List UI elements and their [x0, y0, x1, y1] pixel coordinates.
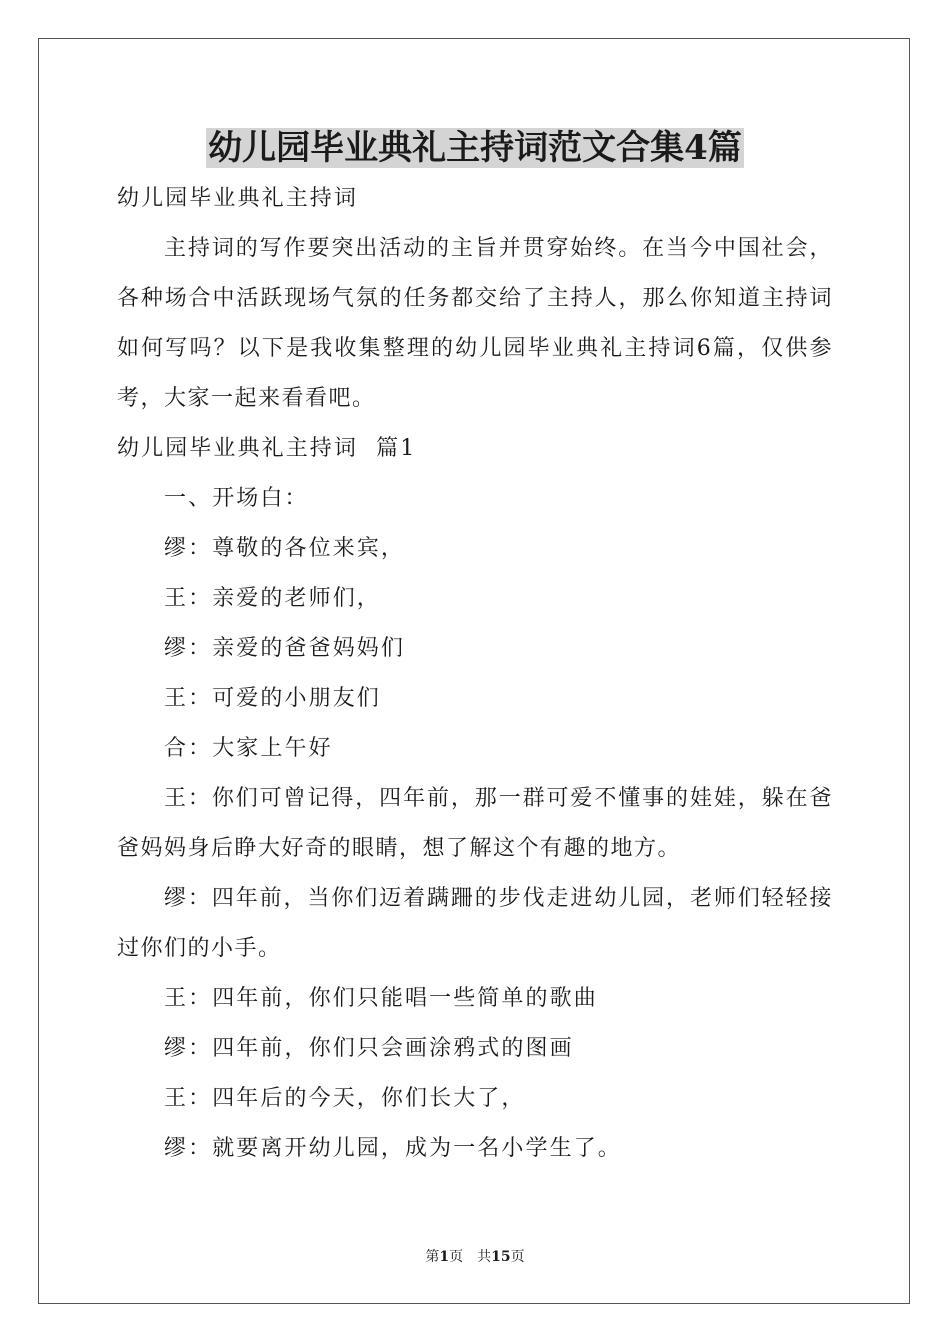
script-line: 合：大家上午好 — [164, 736, 333, 761]
script-line: 王：可爱的小朋友们 — [164, 686, 381, 711]
current-page-number: 1 — [439, 1249, 450, 1265]
document-subtitle: 幼儿园毕业典礼主持词 — [117, 186, 359, 211]
total-page-count: 15 — [491, 1249, 511, 1265]
script-line: 缪：亲爱的爸爸妈妈们 — [164, 636, 406, 661]
document-body — [117, 174, 833, 1174]
document-title — [0, 124, 950, 172]
script-line: 王：四年后的今天，你们长大了， — [164, 1086, 526, 1111]
page-suffix: 页 — [510, 1249, 525, 1265]
script-line: 王：四年前，你们只能唱一些简单的歌曲 — [164, 986, 598, 1011]
page-footer — [0, 1247, 950, 1267]
script-line: 王：亲爱的老师们， — [164, 586, 381, 611]
script-line: 缪：四年前，你们只会画涂鸦式的图画 — [164, 1036, 574, 1061]
page-prefix: 第 — [425, 1249, 440, 1265]
script-line: 缪：就要离开幼儿园，成为一名小学生了。 — [164, 1136, 622, 1161]
script-paragraph: 王：你们可曾记得，四年前，那一群可爱不懂事的娃娃，躲在爸爸妈妈身后睁大好奇的眼睛，想了解这个有趣的地方。 — [117, 786, 833, 861]
section-heading: 幼儿园毕业典礼主持词 篇1 — [117, 436, 417, 461]
page-mid: 页 共 — [449, 1249, 492, 1265]
document-title-text: 幼儿园毕业典礼主持词范文合集4篇 — [208, 128, 742, 168]
script-line: 缪：尊敬的各位来宾， — [164, 536, 406, 561]
script-paragraph: 缪：四年前，当你们迈着蹒跚的步伐走进幼儿园，老师们轻轻接过你们的小手。 — [117, 886, 833, 961]
script-line: 一、开场白： — [164, 486, 309, 511]
intro-paragraph: 主持词的写作要突出活动的主旨并贯穿始终。在当今中国社会，各种场合中活跃现场气氛的任务都交给了主持人，那么你知道主持词如何写吗？以下是我收集整理的幼儿园毕业典礼主持词6篇，仅供参考，大家一起来看看吧。 — [117, 236, 833, 411]
